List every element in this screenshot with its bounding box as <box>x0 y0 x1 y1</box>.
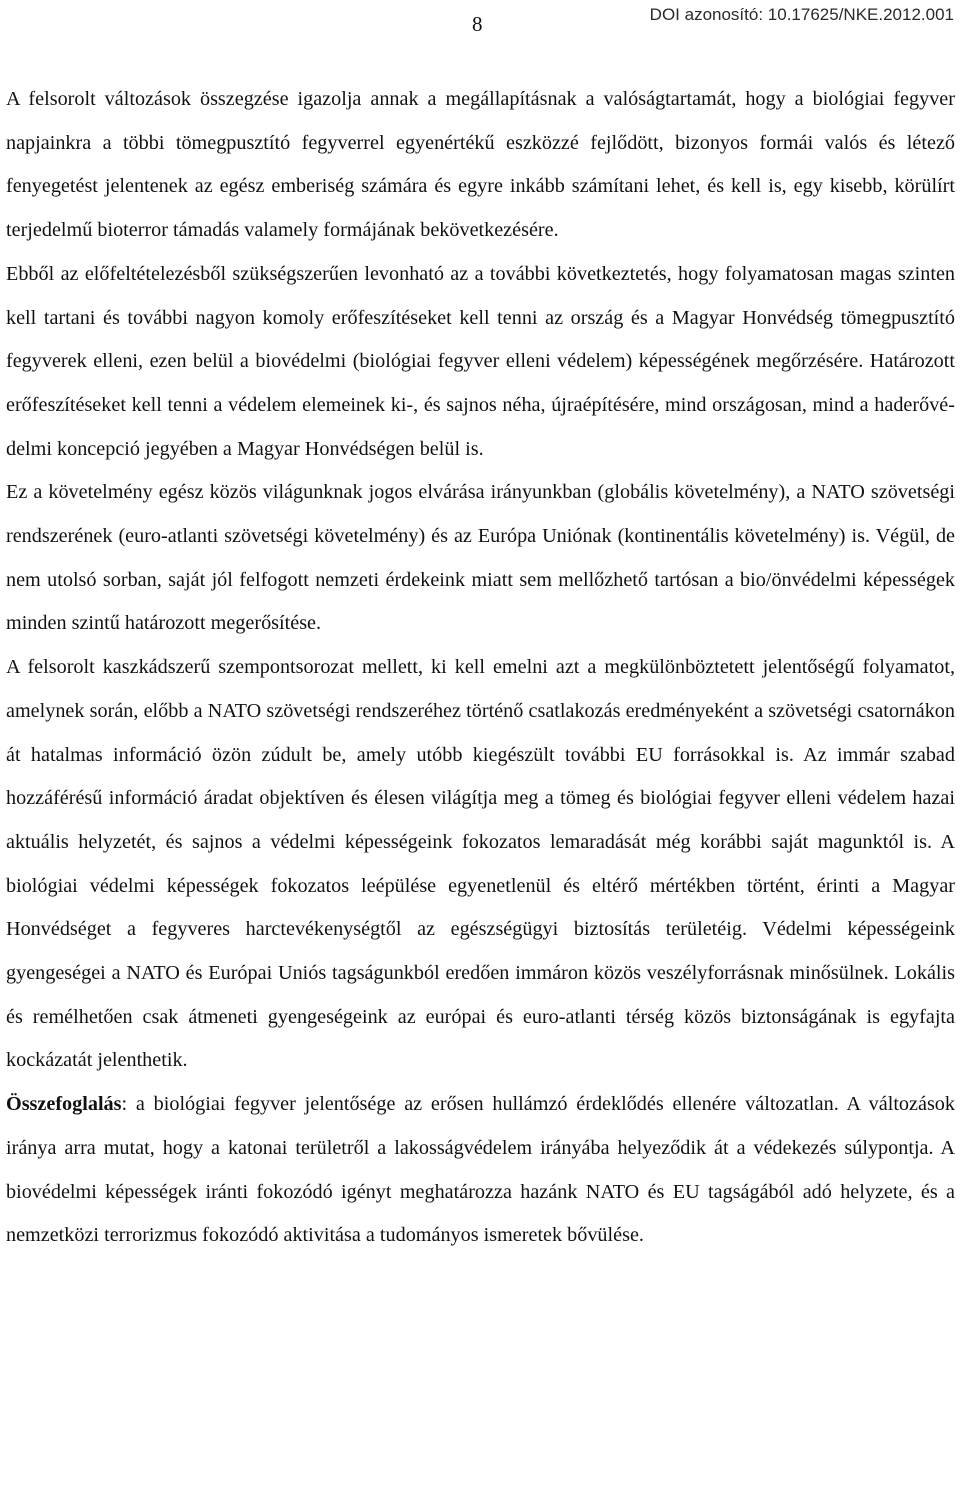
document-body <box>6 78 955 1258</box>
paragraph-summary-of-changes: A felsorolt változások összegzése igazolja annak a megállapításnak a valóságtartamát, hogy a biológiai fegyver napjainkra a többi tömegpusztító fegyverrel egyenértékű eszközzé fejlődött, bizonyos formái valós és létező fenyegetést jelentenek az egész emberiség számára és egyre inkább számítani lehet, és kell is, egy kisebb, körülírt terjedelmű bioterror támadás valamely formájának bekövetkezésére. <box>6 88 955 242</box>
page-number: 8 <box>472 12 483 36</box>
paragraph-information-flow: A felsorolt kaszkádszerű szempontsorozat mellett, ki kell emelni azt a megkülönböztetett jelentőségű folyamatot, amelynek során, előbb a NATO szövetségi rendszeréhez történő csatlakozás eredményeként a szövetségi csatornákon át hatalmas információ özön zúdult be, amely utóbb kiegészült további EU forrásokkal is. Az immár szabad hozzáférésű információ áradat objektíven és élesen világítja meg a tömeg és biológiai fegyver elleni védelem hazai aktuális helyzetét, és sajnos a védelmi képességeink fokozatos lemaradását még korábbi saját magunktól is. A biológiai védelmi képességek fokozatos leépülése egyenetlenül és eltérő mértékben történt, érinti a Magyar Honvédséget a fegyveres harctevékenységtől az egészségügyi biztosítás területéig. Védelmi képességeink gyengeségei a NATO és Európai Uniós tagságunkból eredően immáron közös veszélyforrásnak minősülnek. Lokális és remélhetően csak átmeneti gyengeségeink az európai és euro-atlanti térség közös biztonságának is egyfajta kockázatát jelenthetik. <box>6 656 955 1072</box>
summary-label: Összefoglalás <box>6 1093 122 1116</box>
paragraph-requirements: Ez a követelmény egész közös világunknak jogos elvárása irányunkban (globális követelmény), a NATO szövetségi rendszerének (euro-atlanti szövetségi követelmény) és az Európa Uniónak (kontinentális követelmény) is. Végül, de nem utolsó sorban, saját jól felfogott nemzeti érdekeink miatt sem mellőzhető tartósan a bio/önvédelmi képességek minden szintű határozott megerősítése. <box>6 481 955 635</box>
summary-text: a biológiai fegyver jelentősége az erősen hullámzó érdeklődés ellenére változatlan. A változások iránya arra mutat, hogy a katonai területről a lakosságvédelem irányába helyeződik át a védekezés súlypontja. A biovédelmi képességek iránti fokozódó igényt meghatározza hazánk NATO és EU tagságából adó helyzete, és a nemzetközi terrorizmus fokozódó aktivitása a tudományos ismeretek bővülése. <box>6 1093 955 1247</box>
paragraph-conclusion: Ebből az előfeltételezésből szükségszerűen levonható az a további következtetés, hogy folyamatosan magas szinten kell tartani és további nagyon komoly erőfeszítéseket kell tenni az ország és a Magyar Honvédség tömegpusztító fegyverek elleni, ezen belül a biovédelmi (biológiai fegyver elleni védelem) képességének megőrzésére. Határozott erőfeszítéseket kell tenni a védelem elemeinek ki-, és sajnos néha, újraépítésére, mind országosan, mind a haderővédelmi koncepció jegyében a Magyar Honvédségen belül is. <box>6 262 955 460</box>
summary-separator: : <box>121 1093 128 1116</box>
doi-identifier: DOI azonosító: 10.17625/NKE.2012.001 <box>649 5 954 24</box>
paragraph-summary <box>6 1083 955 1258</box>
